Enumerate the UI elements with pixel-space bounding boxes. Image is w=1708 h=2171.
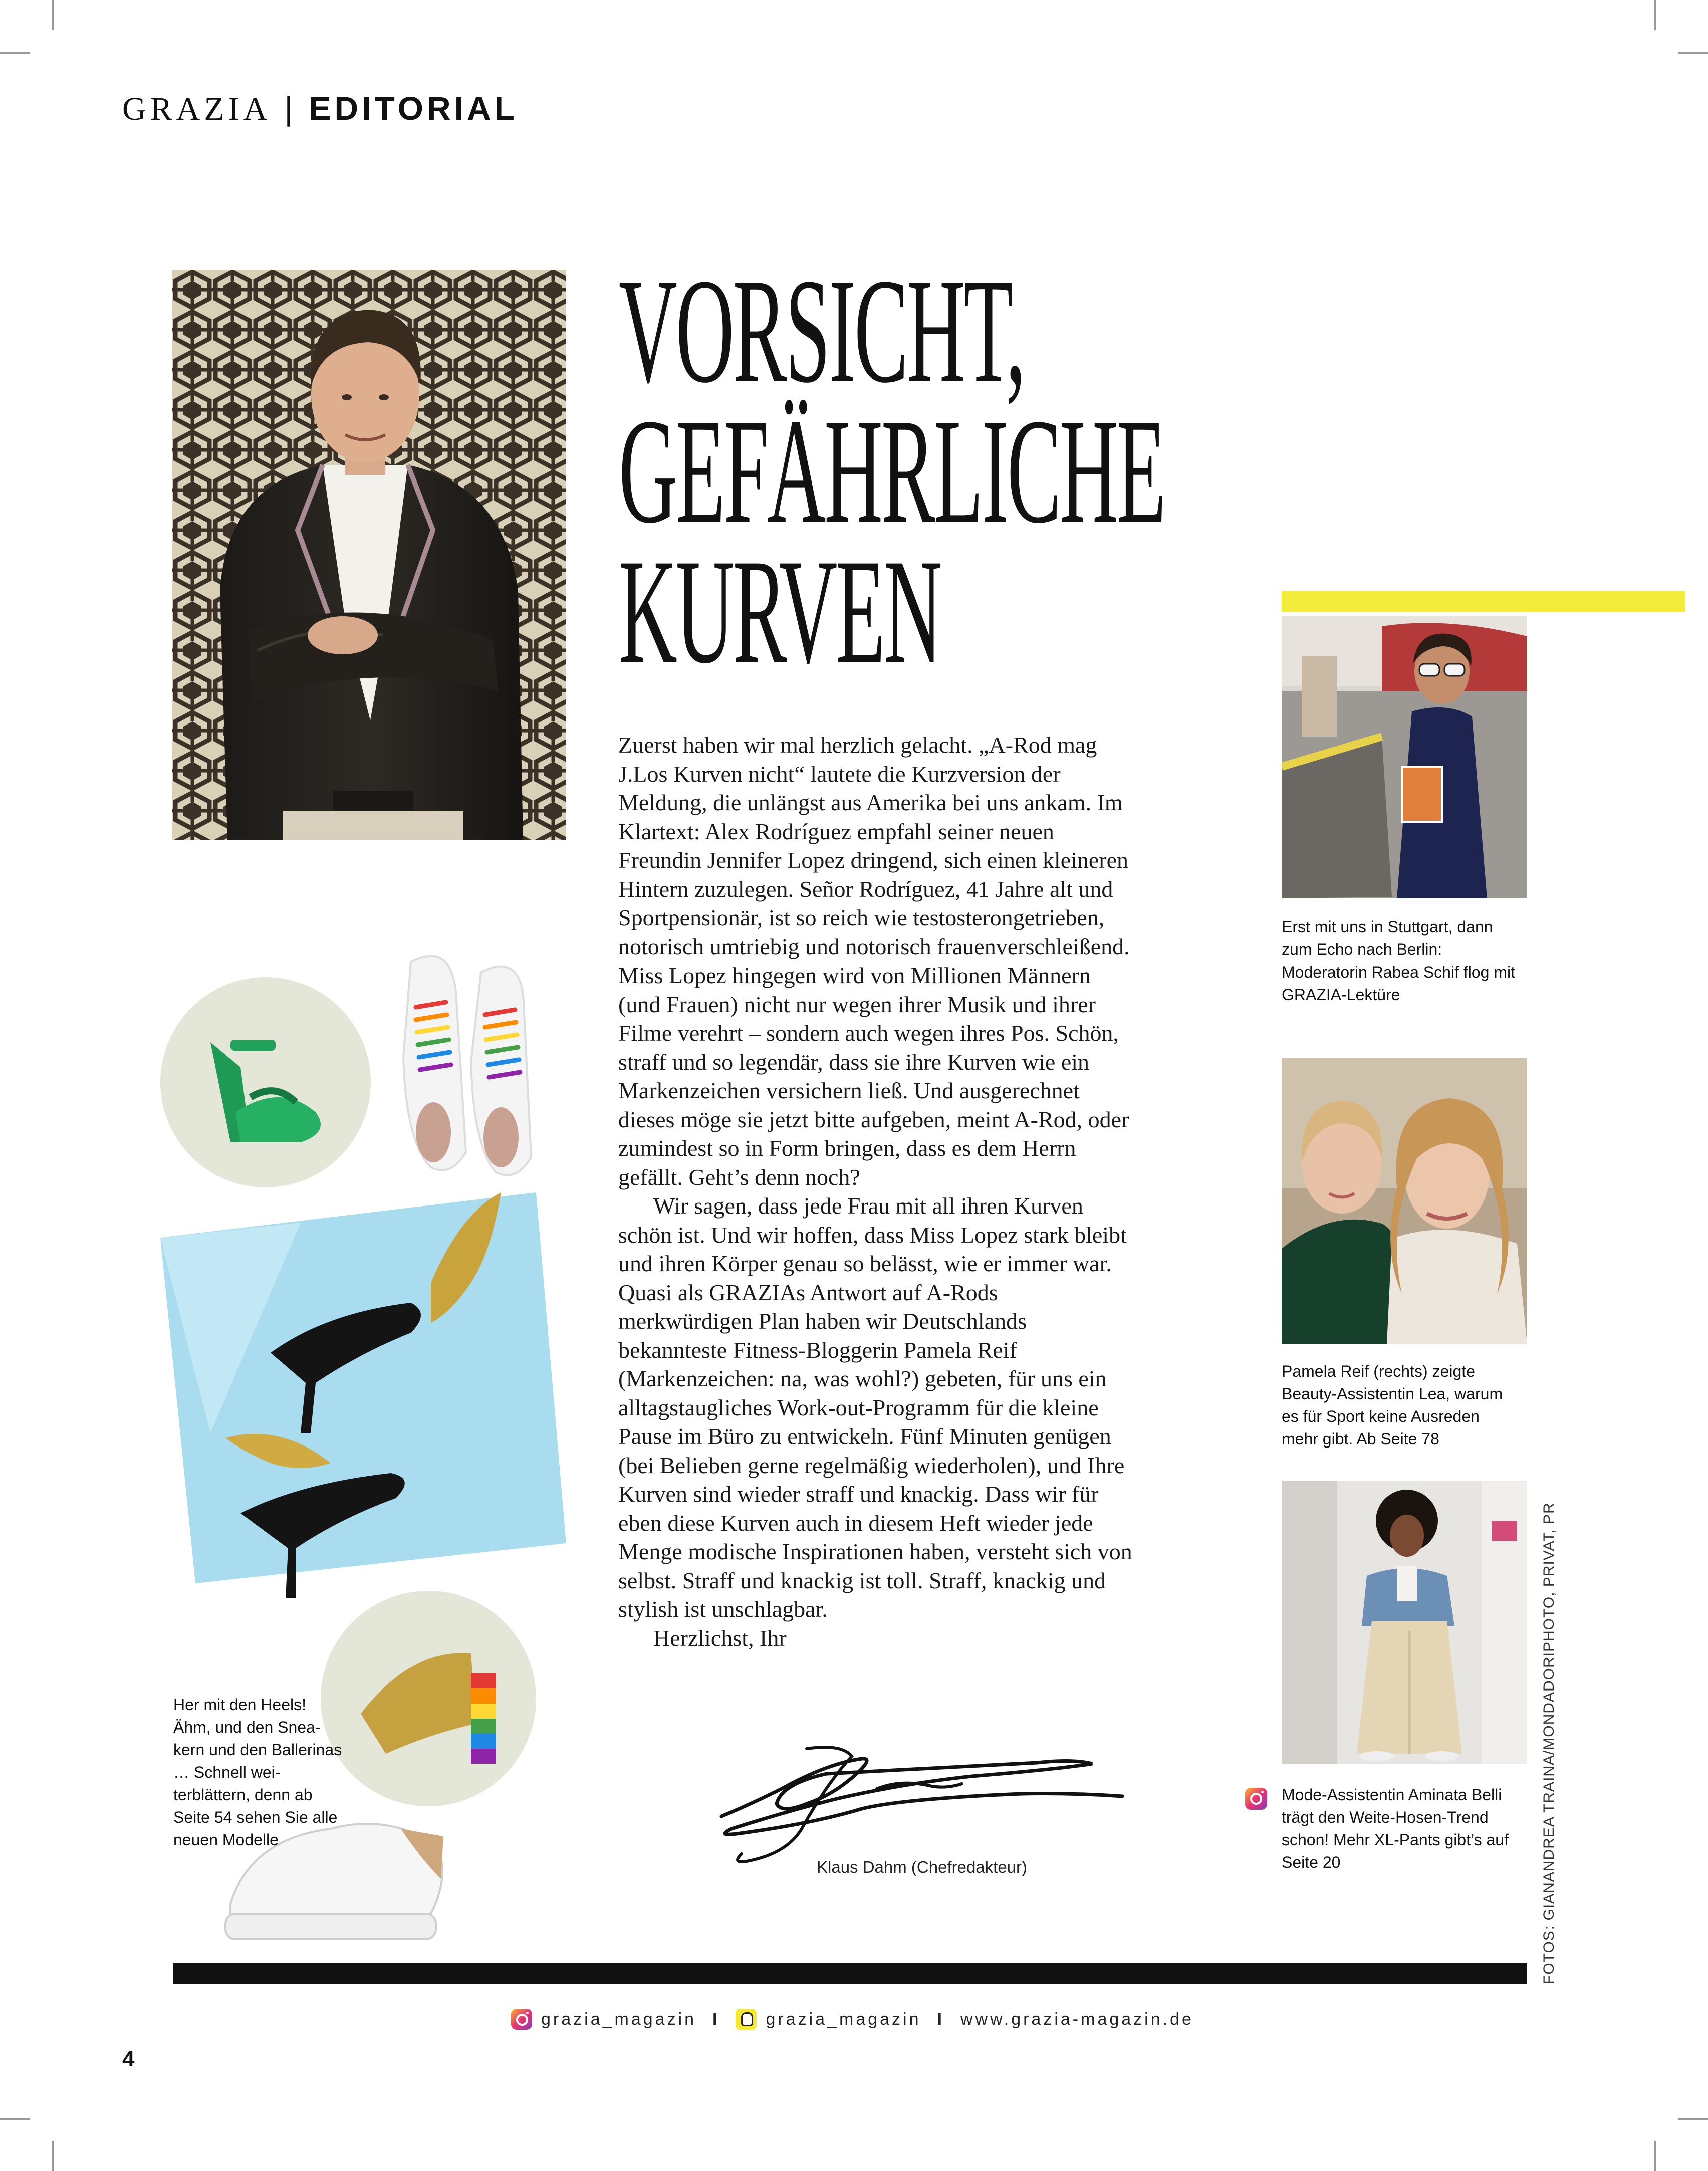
editor-portrait-photo	[172, 270, 566, 840]
photo-aminata-belli	[1282, 1481, 1527, 1764]
crop-mark	[0, 52, 30, 54]
photo-rabea-schif	[1282, 616, 1527, 898]
page-number: 4	[122, 2047, 135, 2071]
snapchat-handle[interactable]: grazia_magazin	[766, 2009, 921, 2029]
headline	[619, 248, 1165, 694]
brand-name: GRAZIA	[122, 91, 272, 127]
headline-line-2: GEFÄHRLICHE	[619, 388, 1165, 554]
photo-credit: FOTOS: GIANANDREA TRAINA/MONDADORIPHOTO, PRIVAT, PR	[1541, 1502, 1557, 1984]
caption-shoes: Her mit den Heels! Ähm, und den Sneakern und den Ballerinas … Schnell weiterblättern, denn ab Seite 54 sehen Sie alle neuen Modelle	[173, 1696, 342, 1849]
caption-aminata-belli: Mode-Assistentin Aminata Belli trägt den Weite-Hosen-Trend schon! Mehr XL-Pants gibt’s auf Seite 20	[1282, 1786, 1509, 1871]
social-footer	[511, 2004, 1194, 2034]
body-paragraph-3: Herzlichst, Ihr	[653, 1625, 787, 1651]
caption-pamela-reif: Pamela Reif (rechts) zeigte Beauty-Assistentin Lea, warum es für Sport keine Ausreden mehr gibt. Ab Seite 78	[1282, 1362, 1503, 1448]
instagram-handle[interactable]: grazia_magazin	[541, 2009, 697, 2029]
headline-line-1: VORSICHT,	[619, 248, 1025, 414]
crop-mark	[1654, 2141, 1656, 2171]
instagram-icon	[511, 2009, 532, 2030]
footer-separator: I	[712, 2009, 720, 2029]
crop-mark	[52, 2141, 54, 2171]
crop-mark	[1678, 2118, 1708, 2120]
signature-name: Klaus Dahm (Chefredakteur)	[817, 1858, 1028, 1876]
handwritten-signature	[711, 1729, 1142, 1874]
snapchat-icon	[736, 2009, 757, 2030]
photo-pamela-reif	[1282, 1058, 1527, 1344]
section-name: EDITORIAL	[309, 90, 518, 127]
footer-rule	[173, 1963, 1527, 1984]
editorial-body	[618, 731, 1137, 1652]
accent-bar	[1282, 591, 1685, 612]
crop-mark	[0, 2118, 30, 2120]
crop-mark	[1654, 0, 1656, 30]
crop-mark	[1678, 52, 1708, 54]
page-header	[122, 89, 518, 128]
website-link[interactable]: www.grazia-magazin.de	[960, 2009, 1194, 2029]
headline-line-3: KURVEN	[619, 528, 941, 694]
body-paragraph-1: Zuerst haben wir mal herzlich gelacht. „A-Rod mag J.Los Kurven nicht“ lautete die Kurzversion der Meldung, die unlängst aus Amerika bei uns ankam. Im Klartext: Alex Rodríguez empfahl seiner neuen Freundin Jennifer Lopez dringend, sich einen kleineren Hintern zuzulegen. Señor Rodríguez, 41 Jahre alt und Sportpensionär, ist so reich wie testosterongetrieben, notorisch umtriebig und notorisch frauenverschleißend. Miss Lopez hingegen wird von Millionen Männern (und Frauen) nicht nur wegen ihrer Musik und ihrer Filme verehrt – sondern auch wegen ihres Pos. Schön, straff und so legendär, dass sie ihre Kurven wie ein Markenzeichen versichern ließ. Und ausgerechnet dieses möge sie jetzt bitte aufgeben, meint A-Rod, oder zumindest so in Form bringen, dass es dem Herrn gefällt. Geht’s denn noch?	[618, 732, 1130, 1190]
instagram-icon	[1245, 1788, 1267, 1810]
header-separator: |	[284, 90, 296, 127]
crop-mark	[52, 0, 54, 30]
caption-rabea-schif: Erst mit uns in Stuttgart, dann zum Echo nach Berlin: Moderatorin Rabea Schif flog mit GRAZIA-Lektüre	[1282, 918, 1515, 1004]
footer-separator: I	[937, 2009, 944, 2029]
body-paragraph-2: Wir sagen, dass jede Frau mit all ihren Kurven schön ist. Und wir hoffen, dass Miss Lopez stark bleibt und ihren Körper genau so belässt, wie er immer war. Quasi als GRAZIAs Antwort auf A-Rods merkwürdigen Plan haben wir Deutschlands bekannteste Fitness-Bloggerin Pamela Reif (Markenzeichen: na, was wohl?) gebeten, für uns ein alltagstaugliches Work-out-Programm für die kleine Pause im Büro zu entwickeln. Fünf Minuten genügen (bei Belieben gerne regelmäßig wiederholen), und Ihre Kurven sind wieder straff und knackig. Dass wir für eben diese Kurven auch in diesem Heft wieder jede Menge modische Inspirationen haben, versteht sich von selbst. Straff und knackig ist toll. Straff, knackig und stylish ist unschlagbar.	[618, 1193, 1132, 1622]
